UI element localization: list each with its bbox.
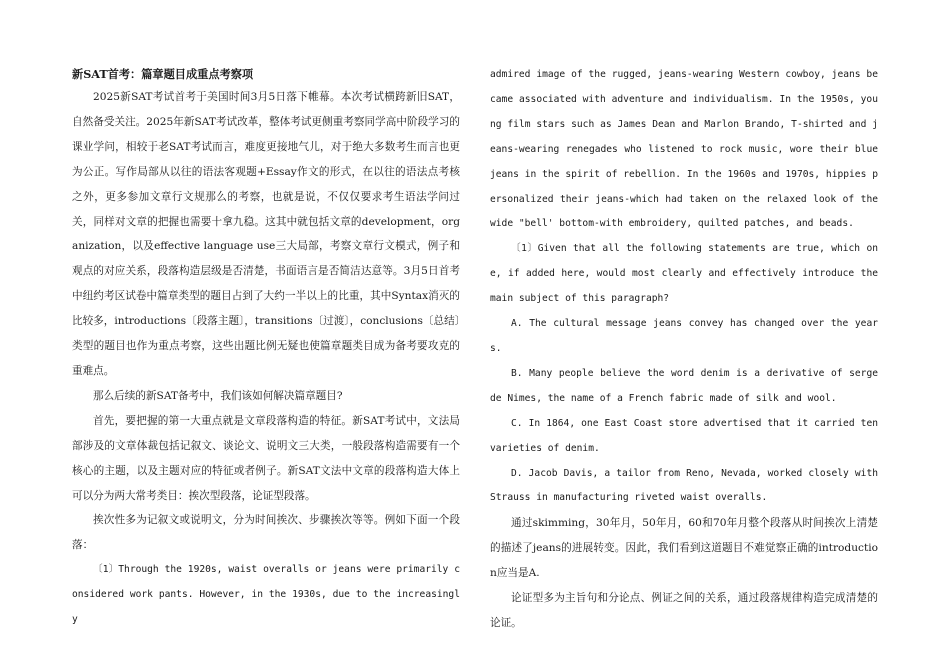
sequence-paragraph: 挨次性多为记叙文或说明文，分为时间挨次、步骤挨次等等。例如下面一个段落： xyxy=(72,514,460,552)
example-question: 〔1〕Given that all the following statements are true, which one, if added here, would most clearly and effectively introduce the main subject of this paragraph? xyxy=(490,243,878,305)
example-passage-continued: admired image of the rugged, jeans-wearing Western cowboy, jeans became associated with adventure and individualism. In the 1950s, young film stars such as James Dean and Marlon Brando, T-shirted and jeans-wearing renegades who listened to rock music, wore their blue jeans in the spirit of rebellion. In the 1960s and 1970s, hippies personalized their jeans-which had taken on the relaxed look of the wide "bell' bottom-with embroidery, quilted patches, and beads. xyxy=(490,69,878,230)
structure-paragraph: 首先，要把握的第一大重点就是文章段落构造的特征。新SAT考试中，文法局部涉及的文章体裁包括记叙文、谈论文、说明文三大类，一般段落构造需要有一个核心的主题，以及主题对应的特征或者例子。新SAT文法中文章的段落构造大体上可以分为两大常考类目：挨次型段落，论证型段落。 xyxy=(72,414,460,502)
question-paragraph: 那么后续的新SAT备考中，我们该如何解决篇章题目? xyxy=(93,389,343,402)
analysis-paragraph: 通过skimming，30年月，50年月，60和70年月整个段落从时间挨次上清楚的描述了jeans的进展转变。因此，我们看到这道题目不难觉察正确的introduction应当是A. xyxy=(490,517,878,580)
intro-paragraph: 2025新SAT考试首考于美国时间3月5日落下帷幕。本次考试横跨新旧SAT，自然备受关注。2025年新SAT考试改革，整体考试更侧重考察同学高中阶段学习的课业学问，相较于老SAT考试而言，难度更接地气儿，对于绝大多数考生而言也更为公正。写作局部从以往的语法客观题+Essay作文的形式，在以往的语法点考核之外，更多参加文章行文规那么的考察，也就是说，不仅仅要求考生语法学问过关，同样对文章的把握也需要十拿九稳。这其中就包括文章的development，organization，以及effective language use三大局部，考察文章行文模式，例子和观点的对应关系，段落构造层级是否清楚，书面语言是否简洁达意等。3月5日首考中纽约考区试卷中篇章类型的题目占到了大约一半以上的比重，其中Syntax消灭的比较多，introductions〔段落主题〕，transitions〔过渡〕，conclusions〔总结〕类型的题目也作为重点考察，这些出题比例无疑也使篇章题类目成为备考要攻克的重难点。 xyxy=(72,91,461,377)
option-d: D. Jacob Davis, a tailor from Reno, Nevada, worked closely with Strauss in manufacturing riveted waist overalls. xyxy=(490,467,878,504)
left-column xyxy=(72,64,460,633)
example-passage-start: 〔1〕Through the 1920s, waist overalls or jeans were primarily considered work pants. However, in the 1930s, due to the increasingly xyxy=(72,564,460,626)
option-a: A. The cultural message jeans convey has changed over the years. xyxy=(490,318,878,354)
page-title: 新SAT首考：篇章题目成重点考察项 xyxy=(72,67,254,81)
right-column xyxy=(490,63,878,636)
option-c: C. In 1864, one East Coast store advertised that it carried ten varieties of denim. xyxy=(490,417,878,454)
argument-paragraph: 论证型多为主旨句和分论点、例证之间的关系，通过段落规律构造完成清楚的论证。 xyxy=(490,592,878,629)
option-b: B. Many people believe the word denim is a derivative of serge de Nimes, the name of a French fabric made of silk and wool. xyxy=(490,367,878,404)
